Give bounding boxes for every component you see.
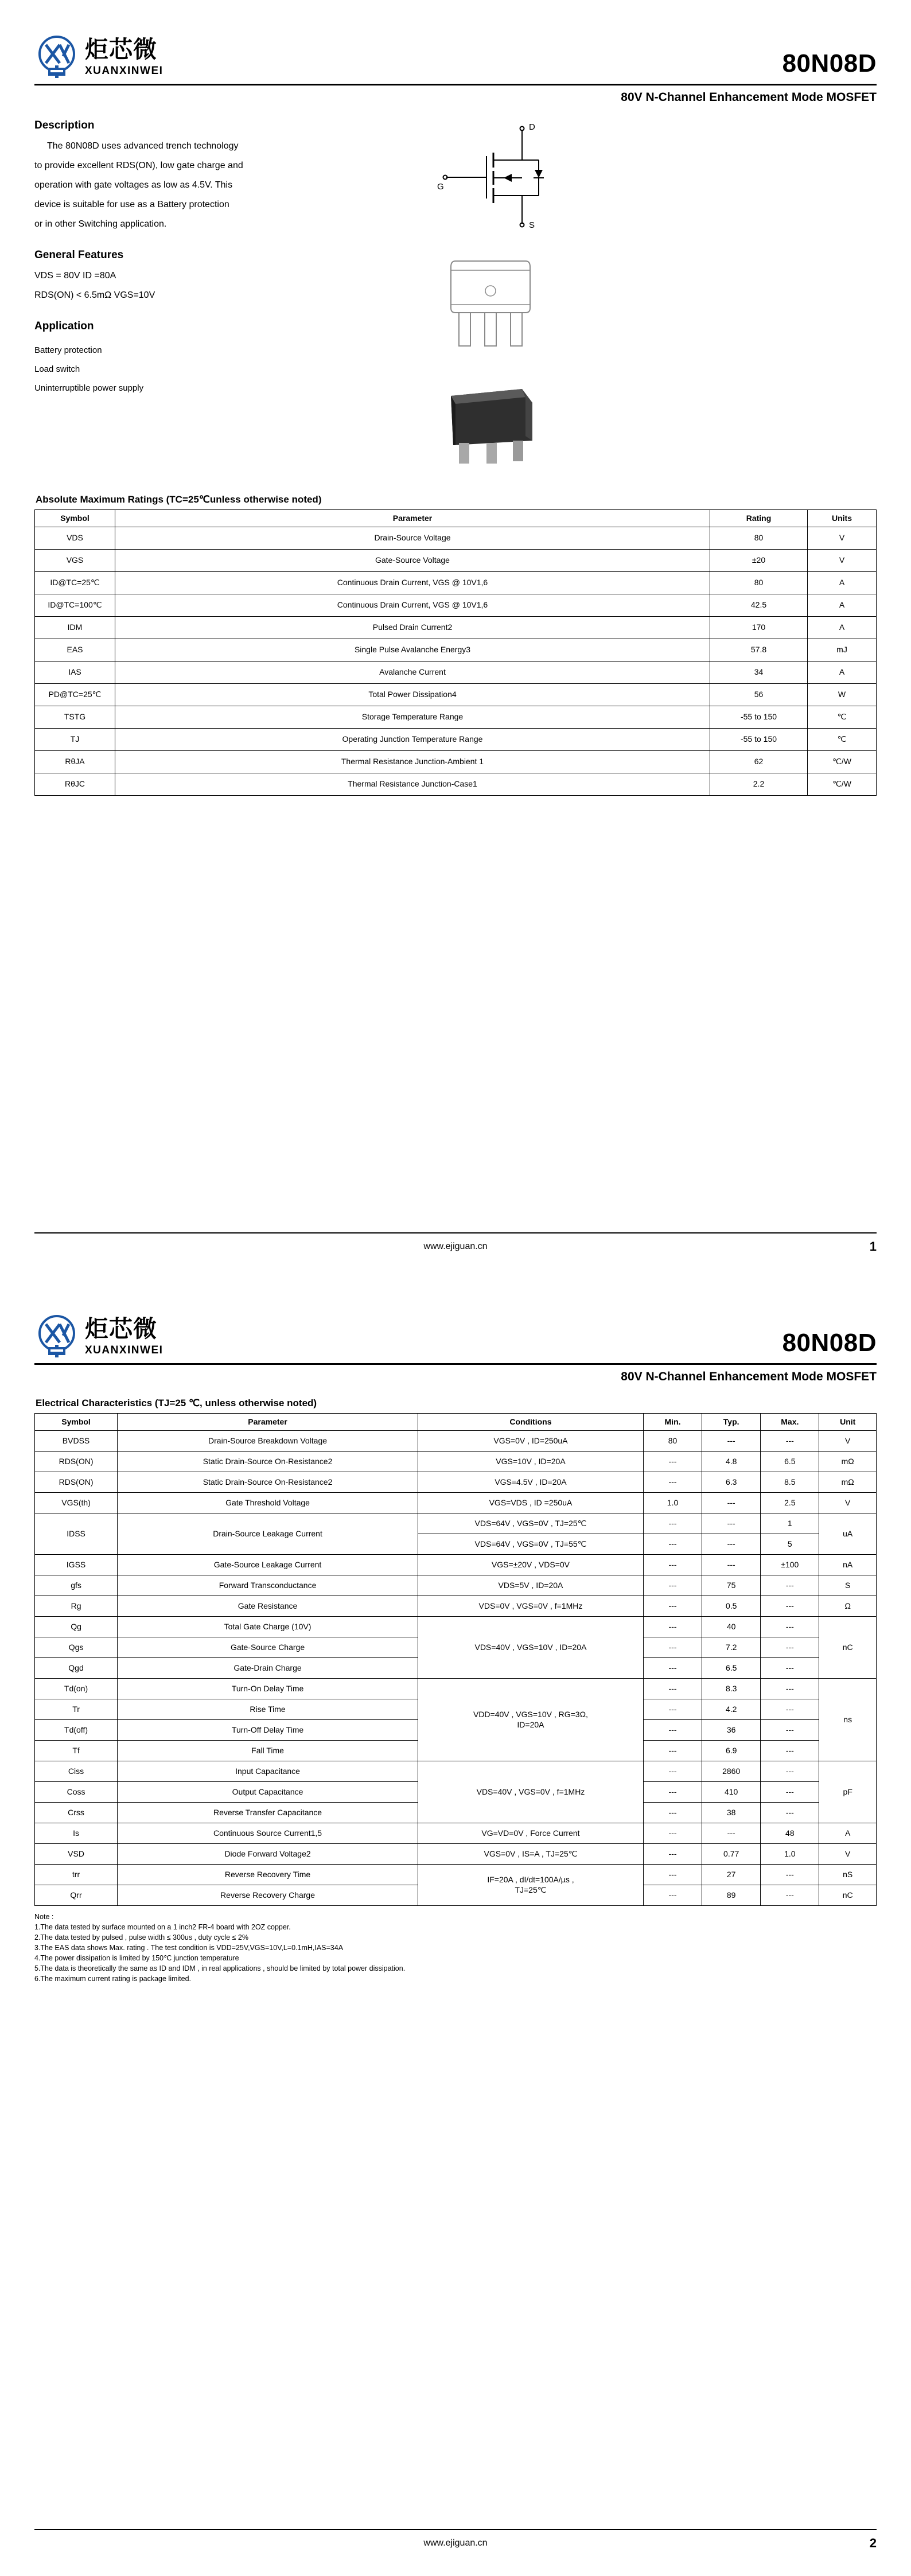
- cell-units: ℃: [808, 728, 877, 750]
- column-header-max: Max.: [761, 1414, 819, 1431]
- cell-parameter: Turn-Off Delay Time: [118, 1719, 418, 1740]
- cell-symbol: gfs: [35, 1575, 118, 1596]
- cell-symbol: RθJC: [35, 773, 115, 795]
- cell-symbol: TJ: [35, 728, 115, 750]
- note-item: 6.The maximum current rating is package limited.: [34, 1974, 192, 1983]
- cell-unit: V: [819, 1843, 877, 1864]
- cell-min: ---: [643, 1678, 702, 1699]
- cell-parameter: Gate-Drain Charge: [118, 1657, 418, 1678]
- footer-url[interactable]: www.ejiguan.cn: [423, 1242, 488, 1251]
- footer-divider: [34, 2529, 877, 2530]
- footer-url[interactable]: www.ejiguan.cn: [423, 2538, 488, 2548]
- cell-parameter: Rise Time: [118, 1699, 418, 1719]
- cell-symbol: ID@TC=100℃: [35, 594, 115, 616]
- page-header: [34, 1279, 877, 1359]
- cell-typ: 36: [702, 1719, 761, 1740]
- cell-parameter: Input Capacitance: [118, 1761, 418, 1781]
- cell-rating: -55 to 150: [710, 706, 808, 728]
- table-row: [35, 527, 877, 549]
- cell-typ: 4.8: [702, 1451, 761, 1472]
- table-row: [35, 1472, 877, 1492]
- notes-block: [34, 1912, 877, 1984]
- cell-parameter: Reverse Transfer Capacitance: [118, 1802, 418, 1823]
- page-1: [0, 0, 911, 1279]
- note-item: 3.The EAS data shows Max. rating . The test condition is VDD=25V,VGS=10V,L=0.1mH,IAS=34A: [34, 1943, 344, 1952]
- cell-unit: pF: [819, 1761, 877, 1823]
- cell-max: 1: [761, 1513, 819, 1534]
- cell-min: ---: [643, 1554, 702, 1575]
- cell-typ: 7.2: [702, 1637, 761, 1657]
- cell-conditions: VGS=10V , ID=20A: [418, 1451, 644, 1472]
- cell-rating: 42.5: [710, 594, 808, 616]
- table-row: [35, 616, 877, 639]
- description-body: [34, 137, 310, 234]
- page-1-footer: [34, 1232, 877, 1252]
- cell-typ: 89: [702, 1885, 761, 1905]
- cell-symbol: IGSS: [35, 1554, 118, 1575]
- cell-min: ---: [643, 1637, 702, 1657]
- column-header-min: Min.: [643, 1414, 702, 1431]
- conditions-line-2: ID=20A: [517, 1720, 544, 1730]
- cell-conditions: VDS=64V , VGS=0V , TJ=25℃: [418, 1513, 644, 1534]
- table-row: [35, 594, 877, 616]
- cell-max: ---: [761, 1678, 819, 1699]
- column-header-parameter: Parameter: [118, 1414, 418, 1431]
- cell-parameter: Single Pulse Avalanche Energy3: [115, 639, 710, 661]
- table-row: [35, 1596, 877, 1616]
- cell-symbol: Rg: [35, 1596, 118, 1616]
- cell-max: ---: [761, 1740, 819, 1761]
- application-heading: Application: [34, 320, 94, 332]
- cell-parameter: Static Drain-Source On-Resistance2: [118, 1472, 418, 1492]
- cell-typ: ---: [702, 1554, 761, 1575]
- cell-units: A: [808, 616, 877, 639]
- cell-unit: V: [819, 1492, 877, 1513]
- cell-parameter: Reverse Recovery Charge: [118, 1885, 418, 1905]
- cell-typ: 0.77: [702, 1843, 761, 1864]
- cell-symbol: VDS: [35, 527, 115, 549]
- package-outline-drawing: [436, 255, 579, 373]
- table-row: [35, 549, 877, 571]
- cell-symbol: Td(off): [35, 1719, 118, 1740]
- cell-typ: 38: [702, 1802, 761, 1823]
- table-row: [35, 1513, 877, 1534]
- document-subtitle: 80V N-Channel Enhancement Mode MOSFET: [621, 91, 877, 104]
- cell-max: ---: [761, 1596, 819, 1616]
- table-row: [35, 750, 877, 773]
- cell-max: 5: [761, 1534, 819, 1554]
- cell-max: 2.5: [761, 1492, 819, 1513]
- cell-symbol: IDM: [35, 616, 115, 639]
- column-header-parameter: Parameter: [115, 510, 710, 527]
- notes-heading: Note :: [34, 1912, 54, 1921]
- cell-parameter: Continuous Drain Current, VGS @ 10V1,6: [115, 594, 710, 616]
- cell-unit: nC: [819, 1616, 877, 1678]
- description-heading: Description: [34, 119, 95, 131]
- cell-typ: 27: [702, 1864, 761, 1885]
- cell-symbol: Qgd: [35, 1657, 118, 1678]
- cell-conditions: VGS=0V , ID=250uA: [418, 1430, 644, 1451]
- cell-conditions: VG=VD=0V , Force Current: [418, 1823, 644, 1843]
- cell-unit: uA: [819, 1513, 877, 1554]
- cell-max: ---: [761, 1575, 819, 1596]
- cell-min: ---: [643, 1616, 702, 1637]
- column-header-symbol: Symbol: [35, 1414, 118, 1431]
- page-number: 1: [869, 1239, 877, 1254]
- cell-parameter: Total Power Dissipation4: [115, 683, 710, 706]
- cell-max: ---: [761, 1430, 819, 1451]
- description-line: The 80N08D uses advanced trench technology: [47, 141, 239, 151]
- cell-max: ---: [761, 1616, 819, 1637]
- cell-max: ---: [761, 1657, 819, 1678]
- cell-typ: 410: [702, 1781, 761, 1802]
- cell-typ: 0.5: [702, 1596, 761, 1616]
- company-name-cn: 炬芯微: [85, 1314, 157, 1343]
- cell-symbol: RθJA: [35, 750, 115, 773]
- cell-conditions: VDS=40V , VGS=0V , f=1MHz: [418, 1761, 644, 1823]
- cell-max: 6.5: [761, 1451, 819, 1472]
- cell-min: ---: [643, 1451, 702, 1472]
- cell-parameter: Total Gate Charge (10V): [118, 1616, 418, 1637]
- cell-symbol: Tf: [35, 1740, 118, 1761]
- table-row: [35, 1575, 877, 1596]
- cell-typ: 6.3: [702, 1472, 761, 1492]
- cell-parameter: Gate-Source Voltage: [115, 549, 710, 571]
- cell-min: ---: [643, 1719, 702, 1740]
- table-header-row: [35, 1414, 877, 1431]
- cell-min: ---: [643, 1534, 702, 1554]
- cell-parameter: Gate-Source Charge: [118, 1637, 418, 1657]
- cell-symbol: Td(on): [35, 1678, 118, 1699]
- cell-min: ---: [643, 1761, 702, 1781]
- absolute-maximum-ratings-title: Absolute Maximum Ratings (TC=25℃unless otherwise noted): [36, 494, 322, 505]
- cell-min: ---: [643, 1472, 702, 1492]
- cell-typ: ---: [702, 1534, 761, 1554]
- logo-mark-icon: [34, 1314, 79, 1359]
- table-row: [35, 1430, 877, 1451]
- cell-parameter: Thermal Resistance Junction-Case1: [115, 773, 710, 795]
- cell-unit: A: [819, 1823, 877, 1843]
- table-row: [35, 1554, 877, 1575]
- cell-unit: ns: [819, 1678, 877, 1761]
- cell-unit: mΩ: [819, 1451, 877, 1472]
- table-row: [35, 683, 877, 706]
- intro-text-column: [34, 104, 333, 398]
- header-divider: [34, 1363, 877, 1365]
- cell-units: ℃: [808, 706, 877, 728]
- cell-parameter: Reverse Recovery Time: [118, 1864, 418, 1885]
- cell-parameter: Drain-Source Breakdown Voltage: [118, 1430, 418, 1451]
- electrical-characteristics-section: [34, 1398, 877, 1984]
- page-header: [34, 0, 877, 79]
- application-item: Uninterruptible power supply: [34, 383, 144, 393]
- cell-parameter: Forward Transconductance: [118, 1575, 418, 1596]
- cell-parameter: Static Drain-Source On-Resistance2: [118, 1451, 418, 1472]
- cell-parameter: Continuous Source Current1,5: [118, 1823, 418, 1843]
- cell-symbol: VGS(th): [35, 1492, 118, 1513]
- cell-conditions: VGS=4.5V , ID=20A: [418, 1472, 644, 1492]
- cell-typ: 40: [702, 1616, 761, 1637]
- footer-divider: [34, 1232, 877, 1233]
- graphics-column: [333, 104, 877, 474]
- cell-parameter: Pulsed Drain Current2: [115, 616, 710, 639]
- part-number: 80N08D: [782, 49, 877, 77]
- cell-units: ℃/W: [808, 750, 877, 773]
- cell-symbol: Coss: [35, 1781, 118, 1802]
- cell-min: ---: [643, 1781, 702, 1802]
- description-line: or in other Switching application.: [34, 219, 167, 229]
- cell-min: ---: [643, 1843, 702, 1864]
- cell-typ: ---: [702, 1513, 761, 1534]
- cell-parameter: Gate-Source Leakage Current: [118, 1554, 418, 1575]
- cell-unit: nA: [819, 1554, 877, 1575]
- table-row: [35, 1492, 877, 1513]
- cell-conditions: VDS=0V , VGS=0V , f=1MHz: [418, 1596, 644, 1616]
- cell-max: ±100: [761, 1554, 819, 1575]
- page-number: 2: [869, 2536, 877, 2550]
- cell-conditions: [418, 1864, 644, 1905]
- svg-text:D: D: [529, 122, 535, 132]
- note-item: 1.The data tested by surface mounted on a 1 inch2 FR-4 board with 2OZ copper.: [34, 1923, 291, 1931]
- cell-min: 80: [643, 1430, 702, 1451]
- page-2: [0, 1279, 911, 2576]
- cell-min: ---: [643, 1699, 702, 1719]
- part-number: 80N08D: [782, 1329, 877, 1357]
- cell-symbol: TSTG: [35, 706, 115, 728]
- conditions-line-2: TJ=25℃: [515, 1885, 547, 1895]
- logo-mark-icon: [34, 34, 79, 79]
- cell-parameter: Turn-On Delay Time: [118, 1678, 418, 1699]
- cell-symbol: ID@TC=25℃: [35, 571, 115, 594]
- cell-rating: 34: [710, 661, 808, 683]
- cell-parameter: Fall Time: [118, 1740, 418, 1761]
- page-2-footer: [34, 2529, 877, 2548]
- cell-rating: 2.2: [710, 773, 808, 795]
- cell-max: ---: [761, 1802, 819, 1823]
- company-name-en: XUANXINWEI: [85, 1344, 163, 1356]
- cell-typ: ---: [702, 1492, 761, 1513]
- cell-parameter: Gate Threshold Voltage: [118, 1492, 418, 1513]
- table-row: [35, 706, 877, 728]
- cell-conditions: VDS=5V , ID=20A: [418, 1575, 644, 1596]
- cell-symbol: trr: [35, 1864, 118, 1885]
- cell-symbol: Qg: [35, 1616, 118, 1637]
- application-item: Load switch: [34, 364, 80, 374]
- cell-unit: nS: [819, 1864, 877, 1885]
- cell-min: 1.0: [643, 1492, 702, 1513]
- cell-conditions: VGS=±20V , VDS=0V: [418, 1554, 644, 1575]
- cell-min: ---: [643, 1823, 702, 1843]
- description-line: device is suitable for use as a Battery protection: [34, 200, 229, 209]
- cell-min: ---: [643, 1740, 702, 1761]
- cell-max: ---: [761, 1781, 819, 1802]
- cell-symbol: Qgs: [35, 1637, 118, 1657]
- cell-min: ---: [643, 1885, 702, 1905]
- cell-units: mJ: [808, 639, 877, 661]
- cell-rating: 57.8: [710, 639, 808, 661]
- absolute-maximum-ratings-table: [34, 509, 877, 796]
- table-row: [35, 661, 877, 683]
- cell-units: A: [808, 594, 877, 616]
- cell-parameter: Continuous Drain Current, VGS @ 10V1,6: [115, 571, 710, 594]
- company-name-en: XUANXINWEI: [85, 64, 163, 77]
- cell-max: ---: [761, 1699, 819, 1719]
- package-photo: [436, 386, 579, 474]
- conditions-line-1: VDD=40V , VGS=10V , RG=3Ω,: [473, 1709, 588, 1719]
- column-header-unit: Unit: [819, 1414, 877, 1431]
- cell-min: ---: [643, 1575, 702, 1596]
- description-line: to provide excellent RDS(ON), low gate charge and: [34, 161, 243, 170]
- cell-typ: 75: [702, 1575, 761, 1596]
- cell-conditions: VGS=VDS , ID =250uA: [418, 1492, 644, 1513]
- table-row: [35, 1451, 877, 1472]
- cell-max: ---: [761, 1864, 819, 1885]
- svg-text:S: S: [529, 220, 535, 230]
- cell-rating: 56: [710, 683, 808, 706]
- cell-max: ---: [761, 1885, 819, 1905]
- cell-typ: 4.2: [702, 1699, 761, 1719]
- cell-symbol: RDS(ON): [35, 1472, 118, 1492]
- electrical-characteristics-table: [34, 1413, 877, 1906]
- table-header-row: [35, 510, 877, 527]
- cell-max: ---: [761, 1719, 819, 1740]
- cell-rating: 80: [710, 527, 808, 549]
- cell-symbol: EAS: [35, 639, 115, 661]
- absolute-maximum-ratings-section: [34, 494, 877, 796]
- cell-parameter: Drain-Source Voltage: [115, 527, 710, 549]
- company-logo: [34, 1314, 163, 1359]
- column-header-symbol: Symbol: [35, 510, 115, 527]
- cell-units: W: [808, 683, 877, 706]
- cell-unit: mΩ: [819, 1472, 877, 1492]
- cell-parameter: Thermal Resistance Junction-Ambient 1: [115, 750, 710, 773]
- cell-typ: 6.9: [702, 1740, 761, 1761]
- column-header-units: Units: [808, 510, 877, 527]
- cell-typ: ---: [702, 1430, 761, 1451]
- cell-symbol: RDS(ON): [35, 1451, 118, 1472]
- column-header-rating: Rating: [710, 510, 808, 527]
- application-item: Battery protection: [34, 345, 102, 355]
- cell-max: 1.0: [761, 1843, 819, 1864]
- cell-symbol: Tr: [35, 1699, 118, 1719]
- cell-max: ---: [761, 1761, 819, 1781]
- cell-parameter: Gate Resistance: [118, 1596, 418, 1616]
- cell-symbol: IAS: [35, 661, 115, 683]
- cell-symbol: Crss: [35, 1802, 118, 1823]
- table-row: [35, 1678, 877, 1699]
- header-divider: [34, 84, 877, 85]
- cell-parameter: Output Capacitance: [118, 1781, 418, 1802]
- cell-rating: 170: [710, 616, 808, 639]
- cell-max: ---: [761, 1637, 819, 1657]
- cell-typ: 2860: [702, 1761, 761, 1781]
- cell-units: A: [808, 661, 877, 683]
- company-logo: [34, 34, 163, 79]
- cell-unit: Ω: [819, 1596, 877, 1616]
- cell-conditions: VDS=40V , VGS=10V , ID=20A: [418, 1616, 644, 1678]
- table-row: [35, 728, 877, 750]
- cell-max: 48: [761, 1823, 819, 1843]
- table-row: [35, 639, 877, 661]
- table-row: [35, 1616, 877, 1637]
- cell-rating: -55 to 150: [710, 728, 808, 750]
- column-header-conditions: Conditions: [418, 1414, 644, 1431]
- cell-conditions: VDS=64V , VGS=0V , TJ=55℃: [418, 1534, 644, 1554]
- cell-symbol: BVDSS: [35, 1430, 118, 1451]
- cell-parameter: Diode Forward Voltage2: [118, 1843, 418, 1864]
- cell-units: ℃/W: [808, 773, 877, 795]
- document-subtitle: 80V N-Channel Enhancement Mode MOSFET: [621, 1370, 877, 1383]
- svg-text:G: G: [437, 182, 444, 192]
- cell-symbol: VSD: [35, 1843, 118, 1864]
- cell-units: V: [808, 549, 877, 571]
- description-line: operation with gate voltages as low as 4.5V. This: [34, 180, 233, 190]
- cell-symbol: PD@TC=25℃: [35, 683, 115, 706]
- cell-conditions: [418, 1678, 644, 1761]
- company-name-cn: 炬芯微: [85, 35, 157, 63]
- note-item: 2.The data tested by pulsed , pulse width ≤ 300us , duty cycle ≤ 2%: [34, 1933, 248, 1941]
- conditions-line-1: IF=20A , dI/dt=100A/µs ,: [487, 1874, 574, 1884]
- cell-min: ---: [643, 1596, 702, 1616]
- cell-conditions: VGS=0V , IS=A , TJ=25℃: [418, 1843, 644, 1864]
- cell-symbol: IDSS: [35, 1513, 118, 1554]
- cell-symbol: VGS: [35, 549, 115, 571]
- table-row: [35, 773, 877, 795]
- cell-units: A: [808, 571, 877, 594]
- table-row: [35, 1761, 877, 1781]
- note-item: 4.The power dissipation is limited by 150℃ junction temperature: [34, 1954, 239, 1962]
- cell-symbol: Qrr: [35, 1885, 118, 1905]
- cell-max: 8.5: [761, 1472, 819, 1492]
- cell-units: V: [808, 527, 877, 549]
- cell-parameter: Avalanche Current: [115, 661, 710, 683]
- cell-min: ---: [643, 1802, 702, 1823]
- general-features-heading: General Features: [34, 249, 124, 261]
- cell-min: ---: [643, 1864, 702, 1885]
- cell-min: ---: [643, 1513, 702, 1534]
- table-row: [35, 1864, 877, 1885]
- cell-parameter: Drain-Source Leakage Current: [118, 1513, 418, 1554]
- cell-unit: S: [819, 1575, 877, 1596]
- cell-parameter: Operating Junction Temperature Range: [115, 728, 710, 750]
- general-features-line: VDS = 80V ID =80A: [34, 271, 116, 281]
- cell-parameter: Storage Temperature Range: [115, 706, 710, 728]
- cell-unit: nC: [819, 1885, 877, 1905]
- table-row: [35, 1823, 877, 1843]
- note-item: 5.The data is theoretically the same as ID and IDM , in real applications , should be limited by total power dissipation.: [34, 1964, 406, 1972]
- column-header-typ: Typ.: [702, 1414, 761, 1431]
- cell-rating: ±20: [710, 549, 808, 571]
- cell-typ: 8.3: [702, 1678, 761, 1699]
- general-features-line: RDS(ON) < 6.5mΩ VGS=10V: [34, 290, 155, 300]
- intro-section: [34, 104, 877, 474]
- cell-symbol: Ciss: [35, 1761, 118, 1781]
- electrical-characteristics-title: Electrical Characteristics (TJ=25 ℃, unless otherwise noted): [36, 1398, 317, 1408]
- cell-rating: 62: [710, 750, 808, 773]
- table-row: [35, 1843, 877, 1864]
- mosfet-symbol-diagram: [436, 117, 585, 240]
- table-row: [35, 571, 877, 594]
- cell-rating: 80: [710, 571, 808, 594]
- cell-typ: 6.5: [702, 1657, 761, 1678]
- cell-typ: ---: [702, 1823, 761, 1843]
- cell-min: ---: [643, 1657, 702, 1678]
- cell-unit: V: [819, 1430, 877, 1451]
- cell-symbol: Is: [35, 1823, 118, 1843]
